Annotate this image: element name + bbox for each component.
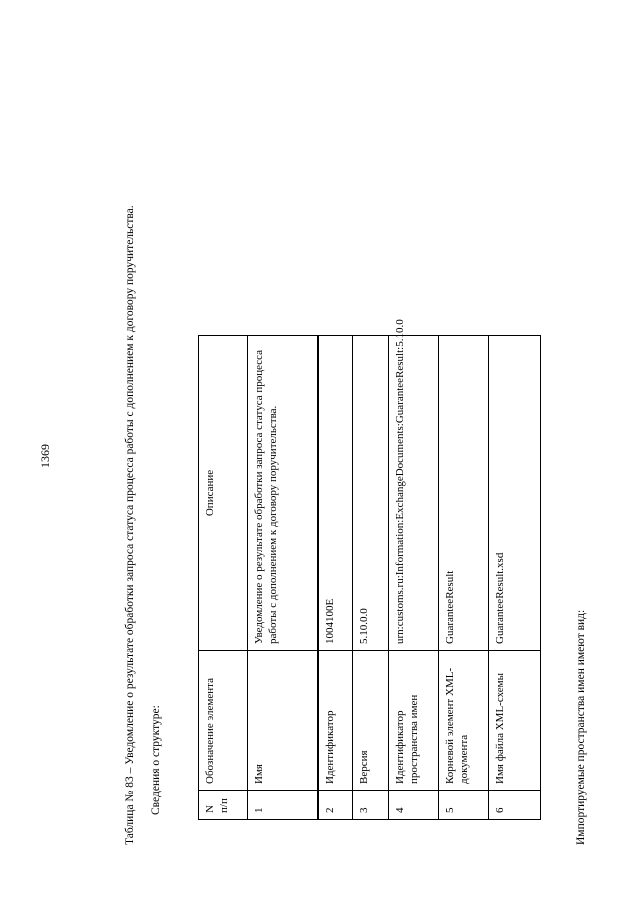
structure-note: Сведения о структуре:: [150, 705, 162, 815]
table-row: [389, 336, 439, 820]
footer-note: Импортируемые пространства имен имеют вид:: [575, 609, 587, 845]
table-row: [439, 336, 489, 820]
table-row: [318, 336, 353, 820]
row-number: 3: [353, 791, 389, 820]
page-number: 1369: [38, 444, 52, 468]
row-description: GuaranteeResult.xsd: [489, 336, 541, 651]
row-description: Уведомление о результате обработки запроса статуса процесса работы с дополнением к договору поручительства.: [248, 336, 318, 651]
row-description: 5.10.0.0: [353, 336, 389, 651]
row-number: 2: [318, 791, 353, 820]
row-element-name: Идентификатор: [318, 651, 353, 791]
table-row: [353, 336, 389, 820]
row-number: 5: [439, 791, 489, 820]
header-number: N п/п: [199, 791, 248, 820]
row-element-name: Идентификатор пространства имен: [389, 651, 439, 791]
row-number: 1: [248, 791, 318, 820]
table-row: [248, 336, 318, 820]
header-description: Описание: [199, 336, 248, 651]
row-element-name: Корневой элемент XML-документа: [439, 651, 489, 791]
header-element-name: Обозначение элемента: [199, 651, 248, 791]
row-number: 4: [389, 791, 439, 820]
row-element-name: Версия: [353, 651, 389, 791]
row-element-name: Имя: [248, 651, 318, 791]
table-row: [489, 336, 541, 820]
row-description: GuaranteeResult: [439, 336, 489, 651]
row-number: 6: [489, 791, 541, 820]
row-element-name: Имя файла XML-схемы: [489, 651, 541, 791]
row-description: 1004100E: [318, 336, 353, 651]
table-header-row: [199, 336, 248, 820]
table-caption: Таблица № 83 – Уведомление о результате обработки запроса статуса процесса работы с дополнением к договору поручительства.: [124, 205, 136, 845]
element-structure-table: [198, 319, 541, 820]
row-description: urn:customs.ru:Information:ExchangeDocuments:GuaranteeResult:5.10.0: [389, 336, 439, 651]
